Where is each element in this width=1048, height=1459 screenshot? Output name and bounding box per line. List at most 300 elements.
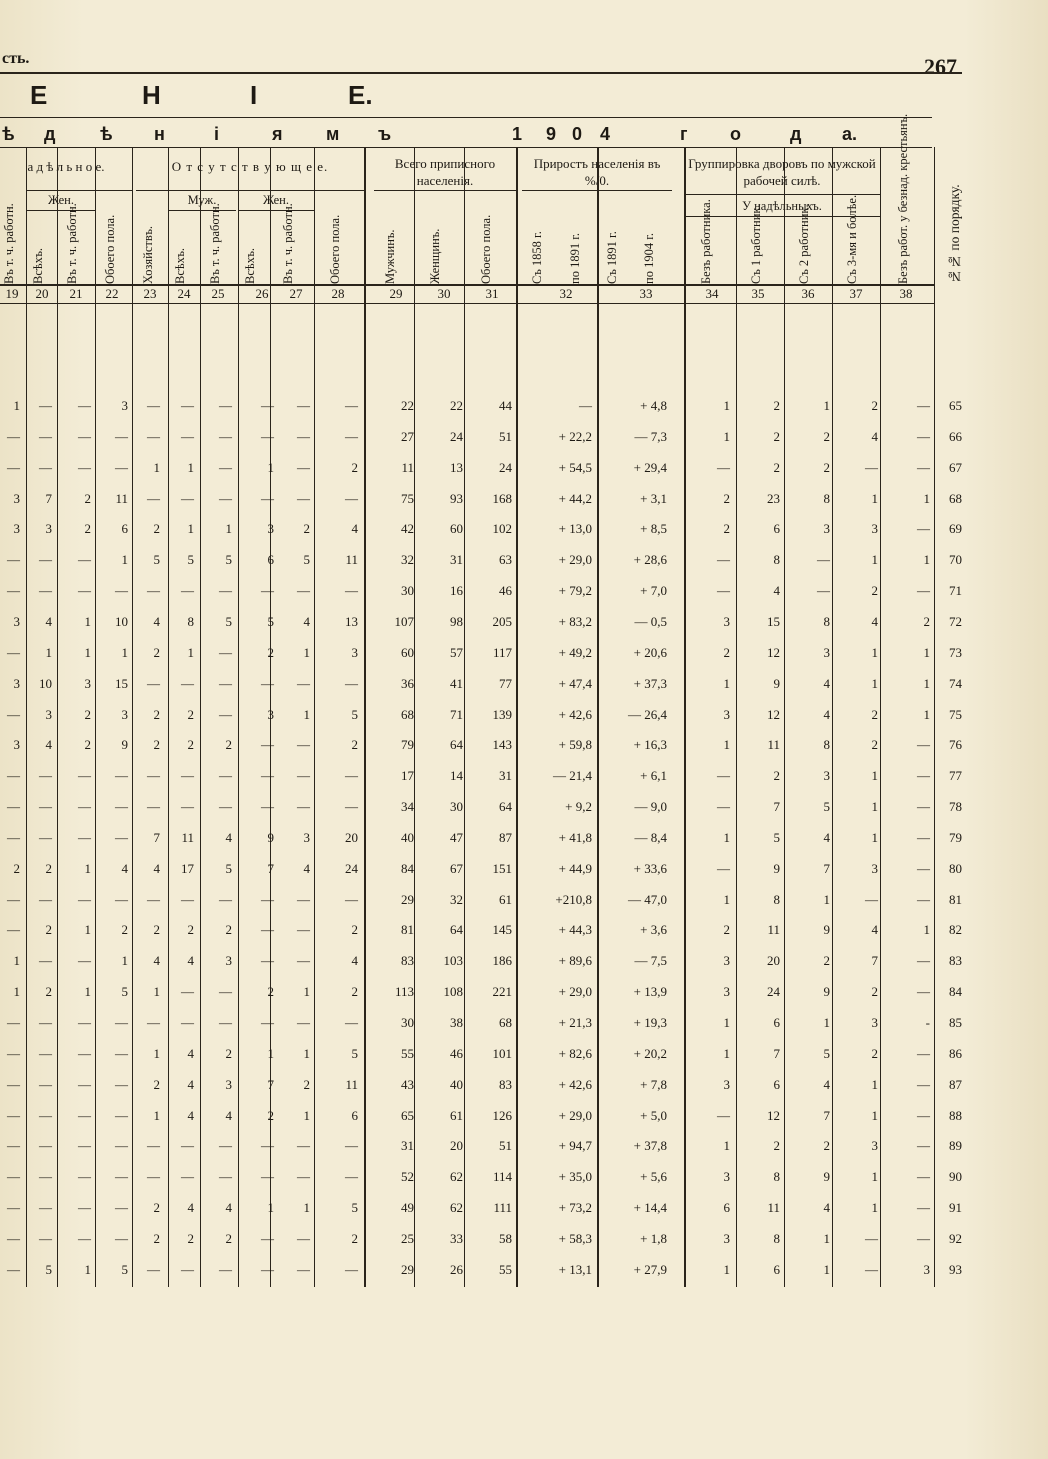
column-number: 34 bbox=[705, 286, 719, 301]
table-cell: 1 bbox=[84, 613, 91, 629]
table-cell: — bbox=[147, 490, 160, 506]
table-cell: — bbox=[7, 829, 20, 845]
table-cell: 12 bbox=[767, 706, 780, 722]
table-cell: — bbox=[181, 1261, 194, 1277]
table-cell: — bbox=[115, 1015, 128, 1030]
table-cell: 24 bbox=[767, 984, 780, 1000]
table-cell: — bbox=[39, 583, 52, 599]
table-cell: 9 bbox=[121, 737, 128, 753]
header-subrule bbox=[168, 210, 236, 211]
row-order-number: 67 bbox=[949, 459, 962, 475]
table-cell: — bbox=[115, 459, 128, 475]
column-label: Безъ работника. bbox=[699, 199, 713, 284]
table-cell: 32 bbox=[450, 891, 463, 907]
table-cell: 3 bbox=[723, 1230, 730, 1246]
table-cell: — bbox=[115, 583, 128, 599]
table-cell: 4 bbox=[225, 1200, 232, 1216]
table-cell: — bbox=[297, 922, 310, 938]
subtitle-letter: і bbox=[214, 124, 220, 144]
table-cell: + 54,5 bbox=[558, 459, 592, 475]
table-cell: — bbox=[345, 768, 358, 784]
table-cell: 29 bbox=[401, 891, 414, 907]
table-cell: 2 bbox=[871, 1045, 878, 1061]
table-cell: 7 bbox=[267, 1076, 274, 1092]
table-cell: + 3,6 bbox=[640, 922, 667, 938]
table-cell: 2 bbox=[723, 644, 730, 660]
table-cell: 4 bbox=[303, 613, 310, 629]
column-label: Всѣхъ. bbox=[173, 247, 187, 284]
table-cell: 1 bbox=[723, 829, 730, 845]
table-cell: 4 bbox=[823, 1076, 830, 1092]
row-order-number: 71 bbox=[949, 583, 962, 599]
table-cell: — bbox=[261, 675, 274, 691]
table-cell: + 59,8 bbox=[558, 737, 592, 753]
table-cell: — bbox=[917, 583, 930, 599]
table-cell: 1 bbox=[823, 1015, 830, 1030]
table-cell: 4 bbox=[153, 860, 160, 876]
column-number: 30 bbox=[437, 286, 451, 301]
table-cell: 2 bbox=[823, 459, 830, 475]
table-cell: — 7,5 bbox=[634, 953, 667, 969]
table-cell: 64 bbox=[450, 737, 463, 753]
table-cell: 12 bbox=[767, 1107, 780, 1123]
table-cell: — bbox=[261, 490, 274, 506]
table-cell: 6 bbox=[351, 1107, 358, 1123]
table-cell: 4 bbox=[153, 953, 160, 969]
table-cell: 11 bbox=[767, 922, 780, 938]
table-cell: — bbox=[297, 1230, 310, 1246]
table-cell: 68 bbox=[499, 1015, 512, 1030]
row-order-number: 84 bbox=[949, 984, 962, 1000]
table-cell: — bbox=[219, 1015, 232, 1030]
table-cell: 4 bbox=[823, 675, 830, 691]
table-cell: 1 bbox=[84, 1261, 91, 1277]
group-header-otsutstvuyushchee: О т с у т с т в у ю щ е е. bbox=[171, 159, 329, 174]
table-cell: 43 bbox=[401, 1076, 414, 1092]
table-cell: — bbox=[78, 428, 91, 444]
column-divider bbox=[832, 147, 833, 1287]
header-subrule bbox=[26, 190, 132, 191]
table-cell: 87 bbox=[499, 829, 512, 845]
table-cell: — bbox=[78, 1200, 91, 1216]
table-cell: 60 bbox=[401, 644, 414, 660]
table-cell: 168 bbox=[492, 490, 512, 506]
table-cell: + 5,0 bbox=[640, 1107, 667, 1123]
table-cell: 2 bbox=[45, 984, 52, 1000]
table-cell: 32 bbox=[401, 552, 414, 568]
table-cell: 117 bbox=[492, 644, 512, 660]
table-cell: — bbox=[297, 768, 310, 784]
table-cell: 4 bbox=[351, 521, 358, 537]
table-cell: — bbox=[147, 1015, 160, 1030]
table-cell: — bbox=[261, 398, 274, 413]
column-number: 20 bbox=[35, 286, 49, 301]
column-label: Въ т. ч. работн. bbox=[65, 203, 79, 284]
table-cell: — bbox=[297, 675, 310, 691]
table-cell: — bbox=[297, 891, 310, 907]
table-cell: 2 bbox=[773, 1138, 780, 1154]
table-cell: 55 bbox=[401, 1045, 414, 1061]
table-cell: 186 bbox=[492, 953, 512, 969]
table-cell: + 14,4 bbox=[633, 1200, 667, 1216]
table-cell: — bbox=[7, 1138, 20, 1154]
table-cell: 3 bbox=[871, 1138, 878, 1154]
table-cell: — bbox=[7, 768, 20, 784]
table-cell: — bbox=[115, 1076, 128, 1092]
table-cell: — 8,4 bbox=[634, 829, 667, 845]
table-cell: 4 bbox=[153, 613, 160, 629]
table-cell: 4 bbox=[351, 953, 358, 969]
table-cell: 7 bbox=[45, 490, 52, 506]
table-cell: — bbox=[865, 1230, 878, 1246]
row-order-number: 92 bbox=[949, 1230, 962, 1246]
table-cell: + 79,2 bbox=[558, 583, 592, 599]
table-cell: 51 bbox=[499, 1138, 512, 1154]
table-cell: + 29,0 bbox=[558, 984, 592, 1000]
table-cell: — bbox=[297, 428, 310, 444]
table-cell: 2 bbox=[225, 1230, 232, 1246]
table-cell: 1 bbox=[13, 984, 20, 1000]
table-cell: — bbox=[917, 1045, 930, 1061]
table-cell: 4 bbox=[823, 1200, 830, 1216]
subtitle-letter: д bbox=[790, 124, 802, 144]
row-order-number: 73 bbox=[949, 644, 962, 660]
table-cell: 5 bbox=[225, 613, 232, 629]
table-cell: — bbox=[917, 459, 930, 475]
table-cell: 4 bbox=[121, 860, 128, 876]
group-header-vsego: Всего приписного населенія. bbox=[394, 156, 496, 188]
column-number: 19 bbox=[5, 286, 19, 301]
table-cell: + 83,2 bbox=[558, 613, 592, 629]
table-cell: 1 bbox=[871, 675, 878, 691]
table-cell: — bbox=[219, 490, 232, 506]
table-cell: 101 bbox=[492, 1045, 512, 1061]
table-cell: — bbox=[219, 398, 232, 413]
table-cell: — bbox=[181, 1138, 194, 1154]
table-cell: 51 bbox=[499, 428, 512, 444]
column-label: Съ 1858 г. bbox=[530, 231, 544, 284]
table-cell: — bbox=[219, 1138, 232, 1154]
table-cell: 2 bbox=[153, 737, 160, 753]
table-cell: 1 bbox=[13, 398, 20, 413]
table-cell: 5 bbox=[153, 552, 160, 568]
column-number: 26 bbox=[255, 286, 269, 301]
table-cell: — bbox=[917, 1230, 930, 1246]
table-cell: 1 bbox=[84, 922, 91, 938]
table-cell: 3 bbox=[225, 953, 232, 969]
table-cell: 4 bbox=[225, 1107, 232, 1123]
table-cell: + 7,0 bbox=[640, 583, 667, 599]
column-number: 36 bbox=[801, 286, 815, 301]
table-cell: — bbox=[78, 1107, 91, 1123]
table-cell: — bbox=[7, 1076, 20, 1092]
table-cell: 7 bbox=[153, 829, 160, 845]
table-cell: 4 bbox=[187, 1045, 194, 1061]
column-number: 38 bbox=[899, 286, 913, 301]
column-divider bbox=[934, 147, 935, 1287]
table-cell: — bbox=[7, 706, 20, 722]
table-cell: + 22,2 bbox=[558, 428, 592, 444]
table-cell: 9 bbox=[773, 675, 780, 691]
table-cell: — bbox=[579, 398, 592, 413]
table-cell: 1 bbox=[121, 644, 128, 660]
table-cell: — bbox=[78, 583, 91, 599]
table-cell: — bbox=[345, 428, 358, 444]
column-number: 37 bbox=[849, 286, 863, 301]
column-label: Всѣхъ. bbox=[243, 247, 257, 284]
table-cell: + 13,9 bbox=[633, 984, 667, 1000]
table-cell: 5 bbox=[351, 1045, 358, 1061]
table-cell: 2 bbox=[723, 490, 730, 506]
table-cell: 11 bbox=[345, 1076, 358, 1092]
table-cell: — bbox=[297, 799, 310, 815]
table-cell: + 89,6 bbox=[558, 953, 592, 969]
table-cell: — bbox=[7, 799, 20, 815]
table-cell: 3 bbox=[13, 490, 20, 506]
table-cell: 3 bbox=[267, 521, 274, 537]
table-cell: — bbox=[115, 428, 128, 444]
table-cell: 81 bbox=[401, 922, 414, 938]
table-cell: 49 bbox=[401, 1200, 414, 1216]
table-cell: 1 bbox=[923, 675, 930, 691]
table-cell: 16 bbox=[450, 583, 463, 599]
table-cell: — bbox=[7, 891, 20, 907]
table-cell: + 33,6 bbox=[633, 860, 667, 876]
table-cell: — bbox=[261, 428, 274, 444]
row-order-number: 90 bbox=[949, 1169, 962, 1185]
table-cell: 62 bbox=[450, 1200, 463, 1216]
table-cell: — bbox=[817, 552, 830, 568]
group-header-nadelnoe: а д ѣ л ь н о е. bbox=[27, 159, 105, 174]
column-order-number-header: №№ по порядку. bbox=[947, 184, 962, 284]
row-order-number: 83 bbox=[949, 953, 962, 969]
table-cell: 3 bbox=[13, 613, 20, 629]
table-cell: 33 bbox=[450, 1230, 463, 1246]
column-label: Женщинъ. bbox=[428, 228, 442, 284]
table-cell: — 0,5 bbox=[634, 613, 667, 629]
table-cell: — bbox=[219, 799, 232, 815]
subtitle-letter: м bbox=[326, 124, 340, 144]
table-cell: — bbox=[39, 799, 52, 815]
column-label: по 1904 г. bbox=[642, 232, 656, 284]
table-cell: — bbox=[345, 799, 358, 815]
subheader-zhen-2: Жен. bbox=[263, 193, 289, 207]
table-cell: 2 bbox=[823, 953, 830, 969]
table-cell: 27 bbox=[401, 428, 414, 444]
table-cell: 61 bbox=[499, 891, 512, 907]
table-cell: 3 bbox=[823, 644, 830, 660]
table-cell: 8 bbox=[187, 613, 194, 629]
row-order-number: 69 bbox=[949, 521, 962, 537]
table-cell: — bbox=[147, 1138, 160, 1154]
table-cell: 10 bbox=[39, 675, 52, 691]
table-cell: 12 bbox=[767, 644, 780, 660]
table-cell: — bbox=[917, 1169, 930, 1185]
page-number: 267 bbox=[924, 54, 957, 79]
table-cell: + 13,1 bbox=[558, 1261, 592, 1277]
row-order-number: 93 bbox=[949, 1261, 962, 1277]
row-order-number: 88 bbox=[949, 1107, 962, 1123]
column-divider bbox=[597, 147, 599, 1287]
header-subrule bbox=[238, 210, 314, 211]
table-cell: 93 bbox=[450, 490, 463, 506]
subtitle-rule bbox=[0, 147, 932, 148]
table-cell: — bbox=[917, 428, 930, 444]
table-cell: — bbox=[917, 737, 930, 753]
table-cell: 41 bbox=[450, 675, 463, 691]
table-cell: 24 bbox=[345, 860, 358, 876]
table-cell: — bbox=[115, 1230, 128, 1246]
table-cell: 5 bbox=[187, 552, 194, 568]
table-cell: 6 bbox=[723, 1200, 730, 1216]
column-label: Съ 2 работник. bbox=[797, 204, 811, 284]
table-cell: + 27,9 bbox=[633, 1261, 667, 1277]
table-cell: — bbox=[219, 675, 232, 691]
table-cell: — bbox=[219, 1169, 232, 1185]
row-order-number: 80 bbox=[949, 860, 962, 876]
column-number: 23 bbox=[143, 286, 157, 301]
table-cell: 2 bbox=[871, 398, 878, 413]
header-subrule bbox=[136, 190, 364, 191]
table-cell: 24 bbox=[499, 459, 512, 475]
table-cell: + 47,4 bbox=[558, 675, 592, 691]
table-cell: + 44,3 bbox=[558, 922, 592, 938]
header-rule bbox=[0, 72, 962, 74]
table-cell: 20 bbox=[767, 953, 780, 969]
table-cell: 1 bbox=[225, 521, 232, 537]
table-cell: 113 bbox=[394, 984, 414, 1000]
subtitle-letter: н bbox=[154, 124, 165, 144]
table-cell: + 29,0 bbox=[558, 1107, 592, 1123]
table-cell: + 29,4 bbox=[633, 459, 667, 475]
row-order-number: 68 bbox=[949, 490, 962, 506]
table-cell: 2 bbox=[351, 922, 358, 938]
table-cell: — bbox=[181, 984, 194, 1000]
table-cell: 64 bbox=[450, 922, 463, 938]
row-order-number: 81 bbox=[949, 891, 962, 907]
table-cell: — bbox=[78, 1169, 91, 1185]
table-cell: — bbox=[7, 644, 20, 660]
table-cell: — bbox=[181, 583, 194, 599]
table-cell: 2 bbox=[871, 706, 878, 722]
table-cell: — bbox=[345, 891, 358, 907]
table-cell: + 5,6 bbox=[640, 1169, 667, 1185]
table-cell: + 44,2 bbox=[558, 490, 592, 506]
table-cell: — bbox=[219, 428, 232, 444]
table-cell: 30 bbox=[401, 583, 414, 599]
table-cell: 1 bbox=[303, 984, 310, 1000]
table-cell: — bbox=[181, 675, 194, 691]
table-cell: 2 bbox=[187, 922, 194, 938]
table-cell: 1 bbox=[187, 459, 194, 475]
table-cell: — 26,4 bbox=[628, 706, 667, 722]
table-cell: 4 bbox=[187, 1200, 194, 1216]
table-cell: 2 bbox=[45, 860, 52, 876]
table-cell: — bbox=[181, 428, 194, 444]
row-order-number: 75 bbox=[949, 706, 962, 722]
table-cell: — bbox=[7, 583, 20, 599]
table-cell: — bbox=[261, 1138, 274, 1154]
table-cell: 4 bbox=[871, 613, 878, 629]
table-cell: — bbox=[78, 1045, 91, 1061]
table-cell: — bbox=[219, 583, 232, 599]
table-cell: 3 bbox=[121, 706, 128, 722]
column-divider bbox=[57, 147, 58, 1287]
table-cell: + 49,2 bbox=[558, 644, 592, 660]
table-cell: 61 bbox=[450, 1107, 463, 1123]
table-cell: 151 bbox=[492, 860, 512, 876]
table-cell: 1 bbox=[267, 1045, 274, 1061]
table-cell: + 16,3 bbox=[633, 737, 667, 753]
table-cell: 29 bbox=[401, 1261, 414, 1277]
table-cell: 8 bbox=[773, 552, 780, 568]
table-cell: — bbox=[917, 891, 930, 907]
title-letter: І bbox=[250, 80, 258, 110]
column-divider bbox=[314, 147, 315, 1287]
table-cell: — bbox=[917, 984, 930, 1000]
table-cell: 1 bbox=[153, 1107, 160, 1123]
table-cell: 11 bbox=[115, 490, 128, 506]
table-cell: 1 bbox=[303, 1200, 310, 1216]
table-cell: 221 bbox=[492, 984, 512, 1000]
table-cell: 11 bbox=[181, 829, 194, 845]
table-cell: 1 bbox=[871, 490, 878, 506]
table-cell: 3 bbox=[723, 984, 730, 1000]
title-letter: Е bbox=[30, 80, 48, 110]
table-cell: 5 bbox=[267, 613, 274, 629]
table-cell: 4 bbox=[773, 583, 780, 599]
table-cell: — bbox=[181, 490, 194, 506]
table-cell: + 1,8 bbox=[640, 1230, 667, 1246]
table-cell: — bbox=[261, 1230, 274, 1246]
table-cell: — bbox=[917, 521, 930, 537]
table-cell: — bbox=[78, 953, 91, 969]
table-cell: + 37,3 bbox=[633, 675, 667, 691]
table-cell: 83 bbox=[499, 1076, 512, 1092]
table-cell: + 3,1 bbox=[640, 490, 667, 506]
column-number: 32 bbox=[559, 286, 573, 301]
table-cell: 11 bbox=[401, 459, 414, 475]
table-cell: 143 bbox=[492, 737, 512, 753]
table-cell: + 4,8 bbox=[640, 398, 667, 413]
header-subrule bbox=[522, 190, 672, 191]
table-cell: 22 bbox=[450, 398, 463, 413]
table-cell: 2 bbox=[225, 1045, 232, 1061]
table-cell: 5 bbox=[45, 1261, 52, 1277]
table-cell: — bbox=[181, 1169, 194, 1185]
table-cell: 1 bbox=[871, 768, 878, 784]
table-cell: 5 bbox=[121, 984, 128, 1000]
table-cell: 1 bbox=[153, 984, 160, 1000]
row-order-number: 85 bbox=[949, 1015, 962, 1030]
table-cell: — bbox=[39, 459, 52, 475]
table-cell: — bbox=[115, 1200, 128, 1216]
table-cell: — bbox=[39, 428, 52, 444]
table-cell: 1 bbox=[823, 1230, 830, 1246]
table-cell: 65 bbox=[401, 1107, 414, 1123]
table-cell: 139 bbox=[492, 706, 512, 722]
table-cell: — bbox=[39, 552, 52, 568]
table-cell: 4 bbox=[871, 428, 878, 444]
table-cell: 13 bbox=[450, 459, 463, 475]
table-cell: — bbox=[39, 1230, 52, 1246]
row-order-number: 76 bbox=[949, 737, 962, 753]
table-cell: + 58,3 bbox=[558, 1230, 592, 1246]
table-cell: — bbox=[78, 552, 91, 568]
table-cell: + 44,9 bbox=[558, 860, 592, 876]
table-cell: — bbox=[115, 829, 128, 845]
column-divider bbox=[95, 147, 96, 1287]
